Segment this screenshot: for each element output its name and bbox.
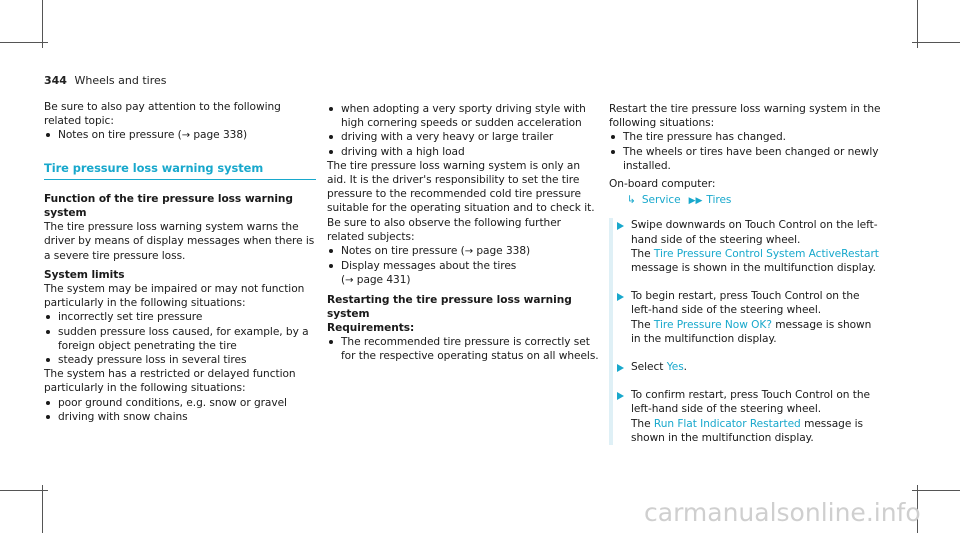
crop-mark xyxy=(917,0,918,48)
instruction-step: Swipe downwards on Touch Control on the left-hand side of the steering wheel. The Tire Pressure Control System ActiveRestart message is shown in the multifunction display. xyxy=(613,218,881,275)
list-item: driving with snow chains xyxy=(44,410,316,424)
display-option-yes[interactable]: Yes xyxy=(666,361,684,374)
page-reference-link[interactable]: page 338) xyxy=(476,245,531,258)
list-item: The recommended tire pressure is correctly set for the respective operating status on all wheels. xyxy=(327,335,599,363)
page-reference-link[interactable]: page 338) xyxy=(193,129,248,142)
requirements-list xyxy=(327,335,599,363)
page-title: Wheels and tires xyxy=(74,74,167,87)
limits-list xyxy=(44,310,316,367)
list-item: steady pressure loss in several tires xyxy=(44,353,316,367)
intro-list xyxy=(44,128,316,143)
function-text: The tire pressure loss warning system warns the driver by means of display messages when there is a severe tire pressure loss. xyxy=(44,221,315,262)
double-chevron-icon: ▶▶ xyxy=(688,196,703,207)
menu-item-tires[interactable]: Tires xyxy=(706,194,732,207)
crop-mark xyxy=(42,485,43,533)
step-arrow-icon xyxy=(617,364,624,372)
function-heading: Function of the tire pressure loss warning system xyxy=(44,192,293,220)
observe-list xyxy=(327,244,599,289)
list-item: driving with a high load xyxy=(327,145,599,159)
list-item: poor ground conditions, e.g. snow or gravel xyxy=(44,396,316,410)
onboard-computer-label: On-board computer: xyxy=(609,178,716,191)
list-item: Notes on tire pressure (→ page 338) xyxy=(44,128,316,143)
crop-mark xyxy=(912,490,960,491)
crop-mark xyxy=(42,0,43,48)
section-title: Tire pressure loss warning system xyxy=(44,161,316,180)
step-arrow-icon xyxy=(617,392,624,400)
instruction-steps xyxy=(609,218,881,445)
step-arrow-icon xyxy=(617,222,624,230)
list-item: driving with a very heavy or large trailer xyxy=(327,130,599,144)
column-3 xyxy=(609,102,881,449)
column-2 xyxy=(327,102,599,364)
watermark: carmanualsonline.info xyxy=(644,498,921,527)
arrow-right-icon: → xyxy=(345,275,354,287)
crop-mark xyxy=(0,42,48,43)
requirements-heading: Requirements: xyxy=(327,322,415,335)
display-message: Tire Pressure Control System ActiveRestart xyxy=(653,247,879,260)
page-reference-link[interactable]: page 431) xyxy=(356,274,411,287)
menu-item-service[interactable]: Service xyxy=(641,194,681,207)
restart-situations-list xyxy=(609,130,881,173)
list-item: Notes on tire pressure (→ page 338) xyxy=(327,244,599,259)
situations-list xyxy=(327,102,599,159)
step-arrow-icon xyxy=(617,293,624,301)
intro-text: Be sure to also pay attention to the following related topic: xyxy=(44,101,281,128)
display-message: Tire Pressure Now OK? xyxy=(653,318,772,331)
arrow-right-icon: → xyxy=(464,246,474,258)
list-item: The tire pressure has changed. xyxy=(609,130,881,144)
menu-path xyxy=(609,193,881,208)
list-item: Display messages about the tires (→ page 431) xyxy=(327,259,599,288)
limits-text: The system may be impaired or may not function particularly in the following situations: xyxy=(44,283,305,310)
restricted-text: The system has a restricted or delayed function particularly in the following situations: xyxy=(44,368,296,395)
restart-text: Restart the tire pressure loss warning system in the following situations: xyxy=(609,103,881,130)
page-number: 344 xyxy=(44,74,67,87)
observe-text: Be sure to also observe the following further related subjects: xyxy=(327,216,561,243)
list-item: The wheels or tires have been changed or newly installed. xyxy=(609,145,881,173)
restricted-list xyxy=(44,396,316,424)
crop-mark xyxy=(0,490,48,491)
page-header xyxy=(44,74,166,87)
restart-heading: Restarting the tire pressure loss warning system xyxy=(327,293,572,320)
column-1 xyxy=(44,100,316,424)
display-message: Run Flat Indicator Restarted xyxy=(653,417,801,430)
list-item: sudden pressure loss caused, for example, by a foreign object penetrating the tire xyxy=(44,325,316,353)
crop-mark xyxy=(912,42,960,43)
menu-hook-icon: ↳ xyxy=(627,194,636,207)
instruction-step: To confirm restart, press Touch Control on the left-hand side of the steering wheel. The Run Flat Indicator Restarted message is shown in the multifunction display. xyxy=(613,388,881,445)
list-item: incorrectly set tire pressure xyxy=(44,310,316,324)
limits-heading: System limits xyxy=(44,268,125,281)
list-item: when adopting a very sporty driving style with high cornering speeds or sudden acceleration xyxy=(327,102,599,130)
aid-text: The tire pressure loss warning system is only an aid. It is the driver's responsibility to set the tire pressure to the recommended cold tire pressure suitable for the operating situation and to check it. xyxy=(327,159,595,215)
instruction-step: Select Yes. xyxy=(613,360,881,374)
arrow-right-icon: → xyxy=(181,130,191,142)
instruction-step: To begin restart, press Touch Control on the left-hand side of the steering wheel. The Tire Pressure Now OK? message is shown in the multifunction display. xyxy=(613,289,881,346)
